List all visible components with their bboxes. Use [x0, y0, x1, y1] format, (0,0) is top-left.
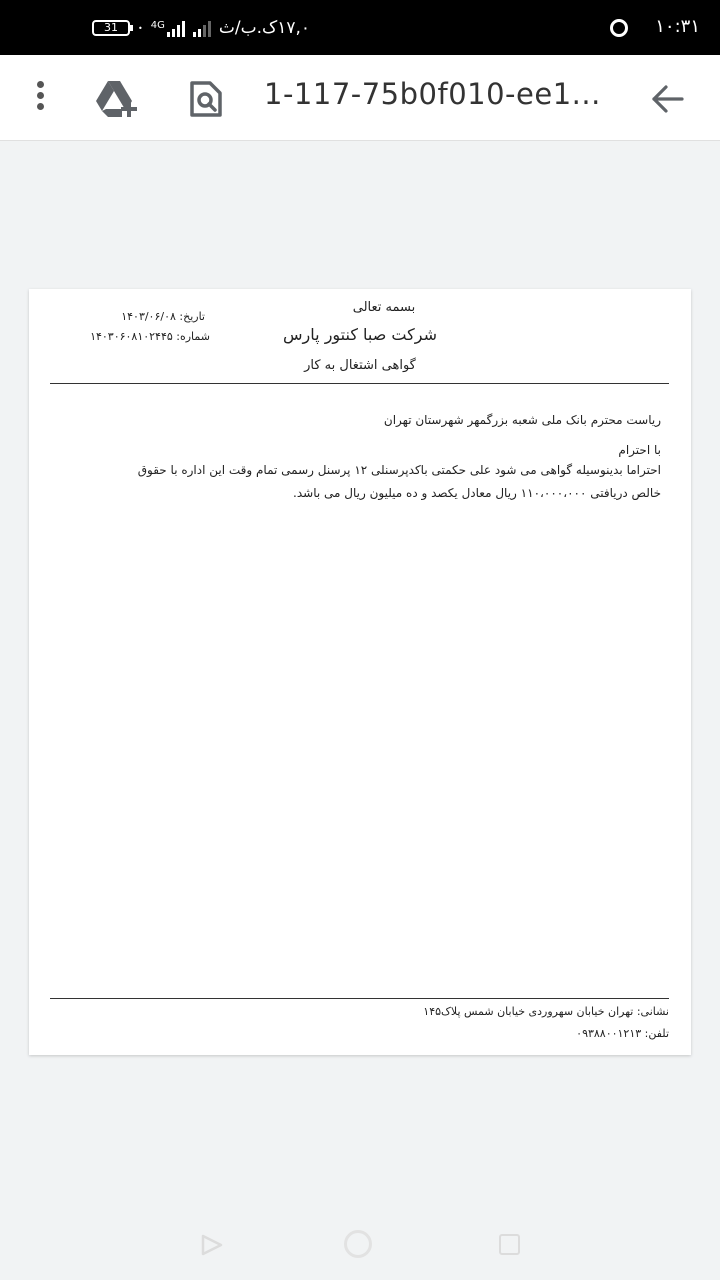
footer-divider	[50, 998, 669, 999]
nav-recents-icon[interactable]	[499, 1234, 520, 1255]
clock: ۱۰:۳۱	[655, 16, 700, 37]
network-speed: ۱۷,۰ک.ب/ث	[218, 18, 310, 38]
footer-address: نشانی: تهران خیابان سهروردی خیابان شمس پلاک۱۴۵	[423, 1005, 669, 1018]
network-type: 4G	[150, 20, 165, 31]
company-name: شرکت صبا کنتور پارس	[283, 325, 437, 344]
body-text-line-2: خالص دریافتی ۱۱۰،۰۰۰،۰۰۰ ریال معادل یکصد و ده میلیون ریال می باشد.	[293, 486, 661, 500]
letter-number: شماره: ۱۴۰۳۰۶۰۸۱۰۲۴۴۵	[90, 330, 210, 343]
signal-4g-icon	[151, 19, 185, 37]
battery-level: 31	[104, 21, 118, 34]
bismillah-heading: بسمه تعالی	[352, 300, 416, 315]
signal-icon	[193, 19, 211, 37]
document-title: 1-117-75b0f010-ee1...	[264, 77, 601, 111]
viewer-toolbar	[0, 55, 720, 141]
status-bar	[0, 0, 720, 55]
dot-icon: •	[138, 23, 143, 33]
notification-app-icon	[610, 19, 628, 37]
add-to-drive-icon[interactable]	[94, 79, 142, 119]
system-nav-bar	[0, 1210, 720, 1280]
document-page	[29, 289, 691, 1055]
status-left-group	[92, 14, 310, 42]
find-in-page-icon[interactable]	[188, 79, 224, 119]
header-divider	[50, 383, 669, 384]
certificate-title: گواهی اشتغال به کار	[304, 358, 416, 373]
recipient-line: ریاست محترم بانک ملی شعبه بزرگمهر شهرستان تهران	[383, 413, 661, 427]
nav-home-icon[interactable]	[344, 1230, 372, 1258]
footer-phone: تلفن: ۰۹۳۸۸۰۰۱۲۱۳	[576, 1027, 669, 1040]
nav-back-icon[interactable]	[200, 1234, 224, 1256]
more-vert-icon[interactable]	[30, 81, 50, 115]
letter-date: تاریخ: ۱۴۰۳/۰۶/۰۸	[121, 310, 205, 323]
body-text-line-1: احتراما بدینوسیله گواهی می شود علی حکمتی باکدپرسنلی ۱۲ پرسنل رسمی تمام وقت این اداره با حقوق	[137, 463, 661, 477]
salutation: با احترام	[618, 443, 661, 457]
battery-icon	[92, 20, 130, 36]
arrow-back-icon[interactable]	[650, 81, 686, 117]
